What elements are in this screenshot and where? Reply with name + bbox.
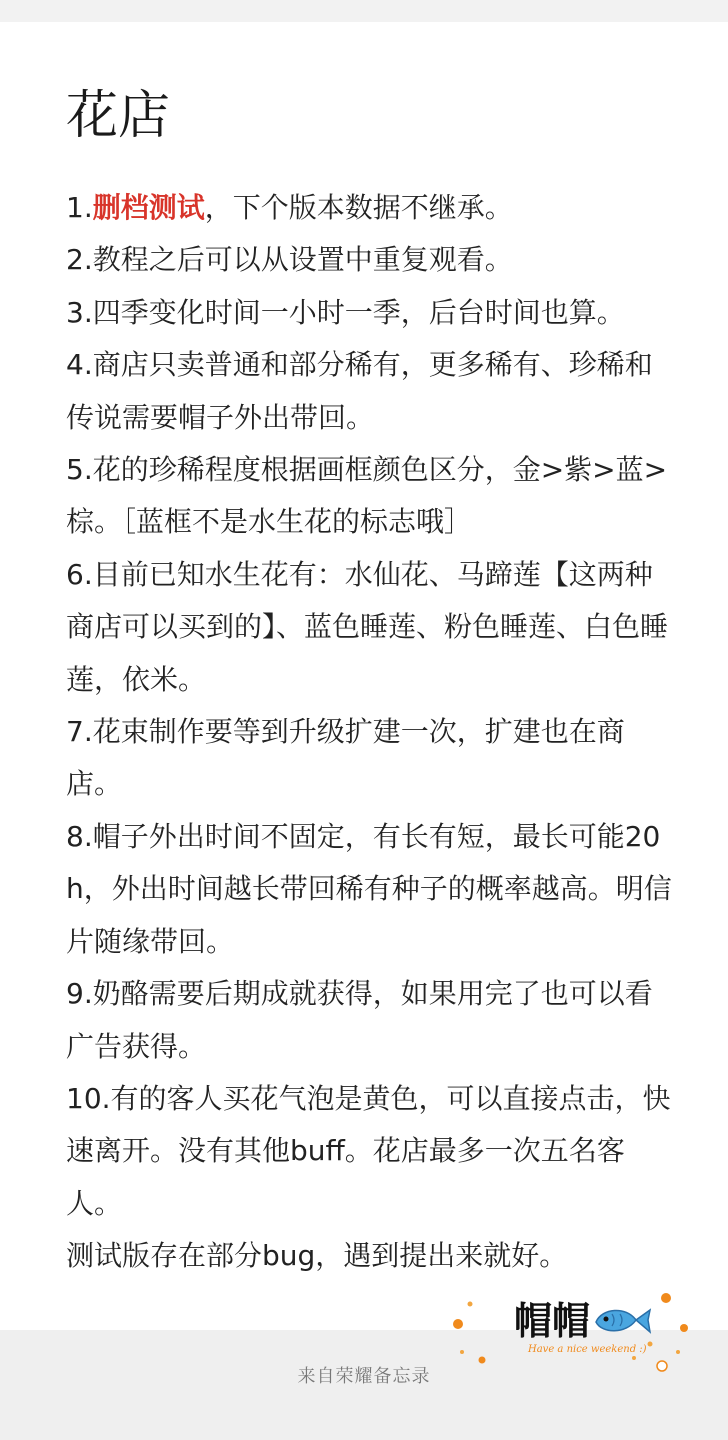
signature-sticker: [452, 1282, 692, 1372]
note-item-9: 9.奶酪需要后期成就获得，如果用完了也可以看广告获得。: [66, 977, 653, 1063]
note-item-1: [66, 182, 676, 234]
item-number: 1.: [66, 191, 93, 224]
note-item-3: 3.四季变化时间一小时一季，后台时间也算。: [66, 295, 625, 329]
source-footer: 来自荣耀备忘录: [297, 1366, 431, 1387]
note-item-8: 8.帽子外出时间不固定，有长有短，最长可能20h，外出时间越长带回稀有种子的概率越高。明信片随缘带回。: [66, 819, 672, 958]
fish-icon: [596, 1310, 650, 1332]
signature-tagline: Have a nice weekend :): [528, 1344, 647, 1355]
note-body: [66, 182, 676, 1283]
note-item-4: 4.商店只卖普通和部分稀有，更多稀有、珍稀和传说需要帽子外出带回。: [66, 348, 653, 434]
item-text: ，下个版本数据不继承。: [204, 191, 513, 224]
note-item-5: 5.花的珍稀程度根据画框颜色区分，金>紫>蓝>棕。［蓝框不是水生花的标志哦］: [66, 453, 668, 539]
note-item-2: 2.教程之后可以从设置中重复观看。: [66, 243, 513, 277]
note-item-11: 测试版存在部分bug，遇到提出来就好。: [66, 1239, 568, 1273]
note-item-7: 7.花束制作要等到升级扩建一次，扩建也在商店。: [66, 715, 625, 801]
note-title: 花店: [66, 86, 171, 146]
note-item-10: 10.有的客人买花气泡是黄色，可以直接点击，快速离开。没有其他buff。花店最多一次五名客人。: [66, 1081, 671, 1220]
top-edge: [0, 0, 728, 22]
memo-card: [0, 22, 728, 1330]
note-item-6: 6.目前已知水生花有：水仙花、马蹄莲【这两种商店可以买到的】、蓝色睡莲、粉色睡莲、白色睡莲，依米。: [66, 557, 669, 696]
highlight-text: 删档测试: [92, 191, 205, 224]
signature-name: 帽帽: [514, 1299, 591, 1343]
